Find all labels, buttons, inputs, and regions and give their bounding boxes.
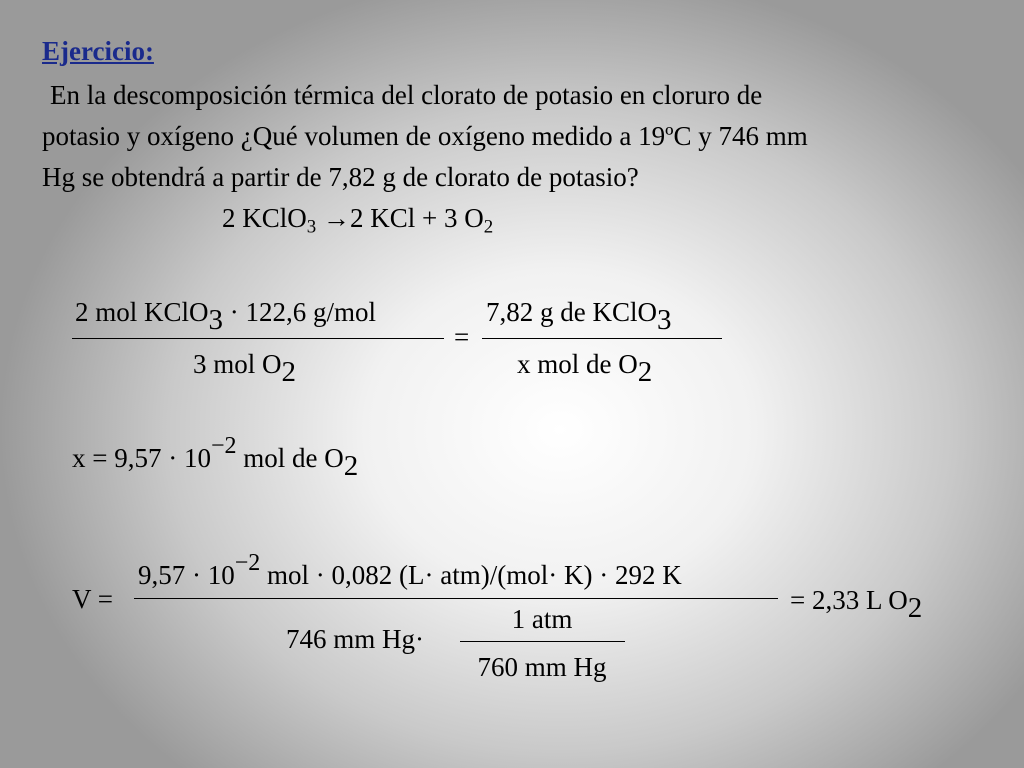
- exercise-title: Ejercicio:: [42, 36, 154, 66]
- eq3-main-fraction-bar: [134, 598, 778, 599]
- eq3-lhs: V =: [72, 584, 113, 614]
- statement-line-1: En la descomposición térmica del clorato de potasio en cloruro de: [50, 80, 763, 110]
- eq1-left-fraction-bar: [72, 338, 444, 339]
- eq3-inner-fraction-bar: [460, 641, 625, 642]
- eq1-equals: =: [454, 322, 470, 352]
- eq3-inner-denominator: 760 mm Hg: [477, 652, 607, 682]
- eq1-left-denominator: 3 mol O2: [193, 349, 297, 388]
- reactant: 2 KClO: [222, 203, 307, 233]
- reactant-subscript: 3: [306, 216, 317, 238]
- eq1-right-fraction-bar: [482, 338, 722, 339]
- product-subscript: 2: [483, 216, 494, 238]
- reaction-arrow: →: [322, 203, 350, 233]
- chemical-reaction: [222, 203, 493, 238]
- eq3-numerator: 9,57 · 10−2 mol · 0,082 (L· atm)/(mol· K) · 292 K: [138, 550, 682, 590]
- eq1-left-numerator: 2 mol KClO3 · 122,6 g/mol: [75, 297, 377, 336]
- eq1-right-denominator: x mol de O2: [517, 349, 653, 388]
- eq3-denominator-left: 746 mm Hg·: [286, 624, 424, 654]
- statement-line-3: Hg se obtendrá a partir de 7,82 g de clorato de potasio?: [42, 162, 639, 192]
- eq2-moles-result: x = 9,57 · 10−2 mol de O2: [72, 433, 359, 482]
- statement-line-2: potasio y oxígeno ¿Qué volumen de oxígeno medido a 19ºC y 746 mm: [42, 121, 808, 151]
- eq3-result: = 2,33 L O2: [790, 585, 923, 624]
- eq1-right-numerator: 7,82 g de KClO3: [486, 297, 672, 336]
- eq3-inner-numerator: 1 atm: [511, 604, 573, 634]
- products: 2 KCl + 3 O: [349, 203, 484, 233]
